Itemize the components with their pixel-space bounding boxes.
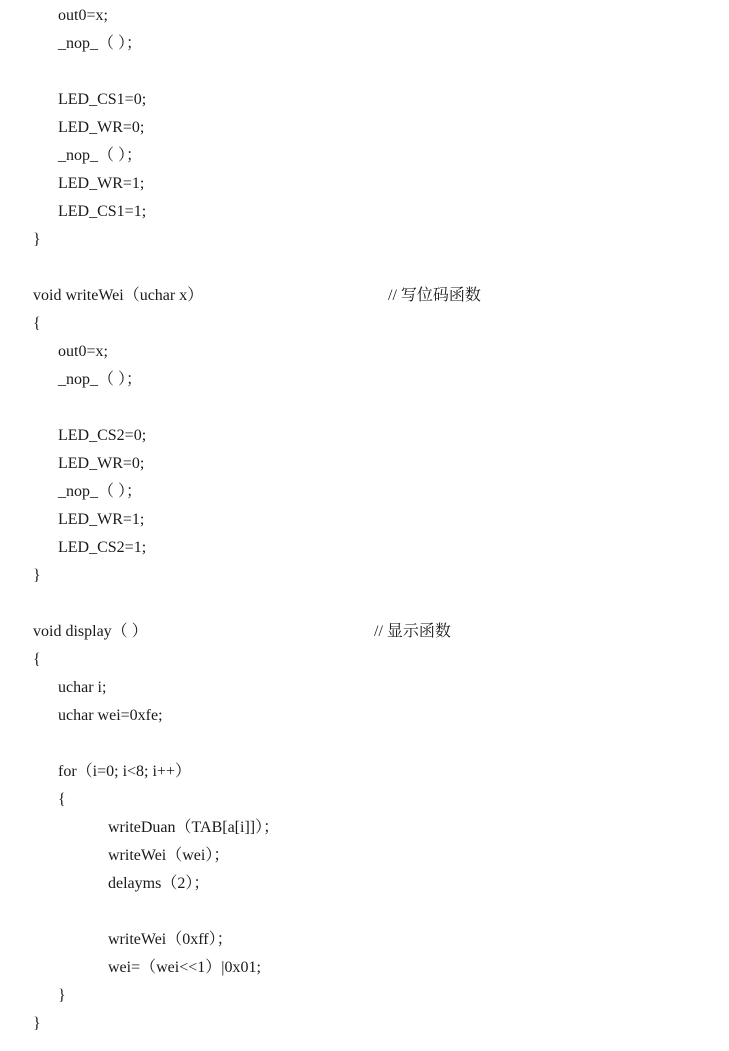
code-text: }: [33, 1015, 41, 1032]
code-text: }: [33, 231, 41, 248]
code-text: writeWei（0xff）；: [108, 931, 233, 948]
code-text: LED_WR=0;: [58, 119, 145, 136]
code-text: LED_CS1=0;: [58, 91, 147, 108]
code-text: LED_WR=0;: [58, 455, 145, 472]
code-text: wei=（wei<<1）|0x01;: [108, 959, 261, 976]
code-text: uchar i;: [58, 679, 107, 696]
code-text: }: [58, 987, 66, 1004]
code-text: LED_CS2=0;: [58, 427, 147, 444]
code-text: _nop_（ ）；: [58, 147, 143, 164]
code-text: void display（ ）: [33, 623, 148, 640]
code-comment: // 写位码函数: [388, 287, 481, 304]
code-text: for（i=0; i<8; i++）: [58, 763, 191, 780]
code-text: writeWei（wei）；: [108, 847, 230, 864]
code-text: void writeWei（uchar x）: [33, 287, 204, 304]
code-text: LED_CS2=1;: [58, 539, 147, 556]
code-text: {: [33, 651, 41, 668]
code-comment: // 显示函数: [374, 623, 451, 640]
code-text: }: [33, 567, 41, 584]
code-text: {: [58, 791, 66, 808]
code-text: LED_CS1=1;: [58, 203, 147, 220]
code-text: out0=x;: [58, 7, 108, 24]
code-text: writeDuan（TAB[a[i]]）；: [108, 819, 280, 836]
code-text: {: [33, 315, 41, 332]
code-text: out0=x;: [58, 343, 108, 360]
code-text: _nop_（ ）；: [58, 35, 143, 52]
code-text: _nop_（ ）；: [58, 371, 143, 388]
code-text: uchar wei=0xfe;: [58, 707, 163, 724]
code-text: delayms（2）；: [108, 875, 210, 892]
code-text: LED_WR=1;: [58, 175, 145, 192]
code-text: _nop_（ ）；: [58, 483, 143, 500]
code-text: LED_WR=1;: [58, 511, 145, 528]
